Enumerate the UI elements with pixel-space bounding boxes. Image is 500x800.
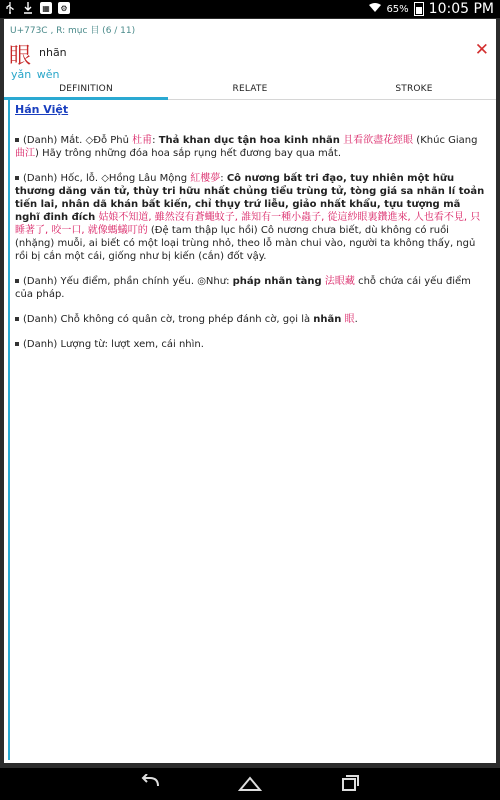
- bold-phrase: Thả khan dục tận hoa kinh nhãn: [158, 135, 340, 146]
- definition-entry: [15, 134, 487, 160]
- definition-text: chỗ chứa cái yếu điểm của pháp.: [15, 276, 471, 300]
- hanzi-text: 姑娘不知道, 雖然沒有蒼蠅蚊子, 誰知有一種小蟲子, 從這紗眼裏鑽進來, 人也看不見, 只睡著了, 咬一口, 就像螞蟻叮的: [15, 212, 481, 236]
- close-icon[interactable]: ✕: [474, 40, 489, 60]
- bold-phrase: pháp nhãn tàng: [232, 276, 322, 287]
- definition-list: [15, 134, 487, 363]
- definition-text: (Danh) Chỗ không có quân cờ, trong phép đánh cờ, gọi là: [23, 314, 314, 325]
- home-icon[interactable]: [238, 774, 262, 792]
- recent-apps-icon[interactable]: [338, 774, 362, 792]
- status-right: [369, 1, 494, 17]
- hanzi-text: 曲江: [15, 148, 35, 159]
- bullet-icon: [15, 176, 19, 180]
- tab-definition[interactable]: DEFINITION: [4, 82, 168, 99]
- definition-entry: [15, 275, 487, 301]
- definition-content[interactable]: [8, 100, 494, 760]
- bold-phrase: nhãn: [313, 314, 342, 325]
- definition-text: (Danh) Mắt. ◇Đỗ Phủ: [23, 135, 133, 146]
- tab-relate[interactable]: RELATE: [232, 84, 268, 94]
- definition-entry: [15, 172, 487, 263]
- hanzi-text: 眼: [344, 314, 355, 325]
- pinyin: yǎn wěn: [11, 68, 60, 81]
- notification-icon: ▦: [40, 2, 52, 14]
- definition-text: (Danh) Yếu điểm, phần chính yếu. ◎Như:: [23, 276, 233, 287]
- bullet-icon: [15, 138, 19, 142]
- unicode-radical-info: U+773C , R: mục 目 (6 / 11): [10, 26, 136, 36]
- battery-icon: [414, 2, 424, 16]
- definition-text: (Danh) Lượng từ: lượt xem, cái nhìn.: [23, 339, 204, 350]
- settings-icon: ⚙: [58, 2, 70, 14]
- definition-text: (Danh) Hốc, lỗ. ◇Hồng Lâu Mộng: [23, 173, 191, 184]
- hanzi-text: 杜甫: [132, 135, 153, 146]
- definition-text: :: [220, 173, 227, 184]
- definition-text: (Đệ tam thập lục hồi) Cô nương chưa biết, dù không có ruồi (nhặng) muỗi, ai biết có một loại trùng nhỏ, theo lỗ màn chui vào, người ta không thấy, ngủ rồi bị cắn một cái, giống như bị kiến (cắn) đốt vậy.: [15, 225, 476, 262]
- definition-text: (Khúc Giang: [413, 135, 478, 146]
- hanzi-text: 且看欲盡花經眼: [343, 135, 414, 146]
- status-bar: [0, 0, 500, 18]
- bullet-icon: [15, 317, 19, 321]
- definition-entry: [15, 338, 487, 351]
- definition-text: .: [354, 314, 358, 325]
- bold-phrase: Cô nương bất tri đạo, tuy nhiên một hữu thương dăng văn tử, thùy tri hữu nhất chủng tiểu trùng tử, tòng giá sa nhãn lí toản tiến lai, nhân dã khán bất kiến, chỉ thụy trứ liễu, giảo nhất khẩu, tựu tượng mã nghĩ đinh đích: [15, 173, 485, 223]
- definition-text: ) Hãy trông những đóa hoa sắp rụng hết đương bay qua mắt.: [35, 148, 342, 159]
- clock: 10:05 PM: [428, 1, 494, 17]
- usb-icon: [4, 2, 16, 14]
- tab-stroke[interactable]: STROKE: [395, 84, 433, 94]
- status-left-icons: [4, 2, 70, 14]
- definition-entry: [15, 313, 487, 326]
- hanzi-text: 法眼藏: [324, 276, 355, 287]
- wifi-icon: [369, 3, 381, 16]
- hanzi-text: 紅樓夢: [190, 173, 221, 184]
- navigation-bar: [0, 768, 500, 800]
- download-icon: [22, 2, 34, 14]
- dictionary-dialog: [4, 19, 496, 763]
- definition-text: :: [152, 135, 159, 146]
- bullet-icon: [15, 342, 19, 346]
- headword-reading: nhãn: [39, 46, 67, 59]
- bullet-icon: [15, 279, 19, 283]
- section-title-han-viet[interactable]: Hán Việt: [15, 103, 69, 116]
- tab-bar: [4, 82, 496, 100]
- back-icon[interactable]: [138, 774, 162, 792]
- headword-character: 眼: [9, 44, 32, 69]
- battery-percent: 65%: [386, 3, 409, 15]
